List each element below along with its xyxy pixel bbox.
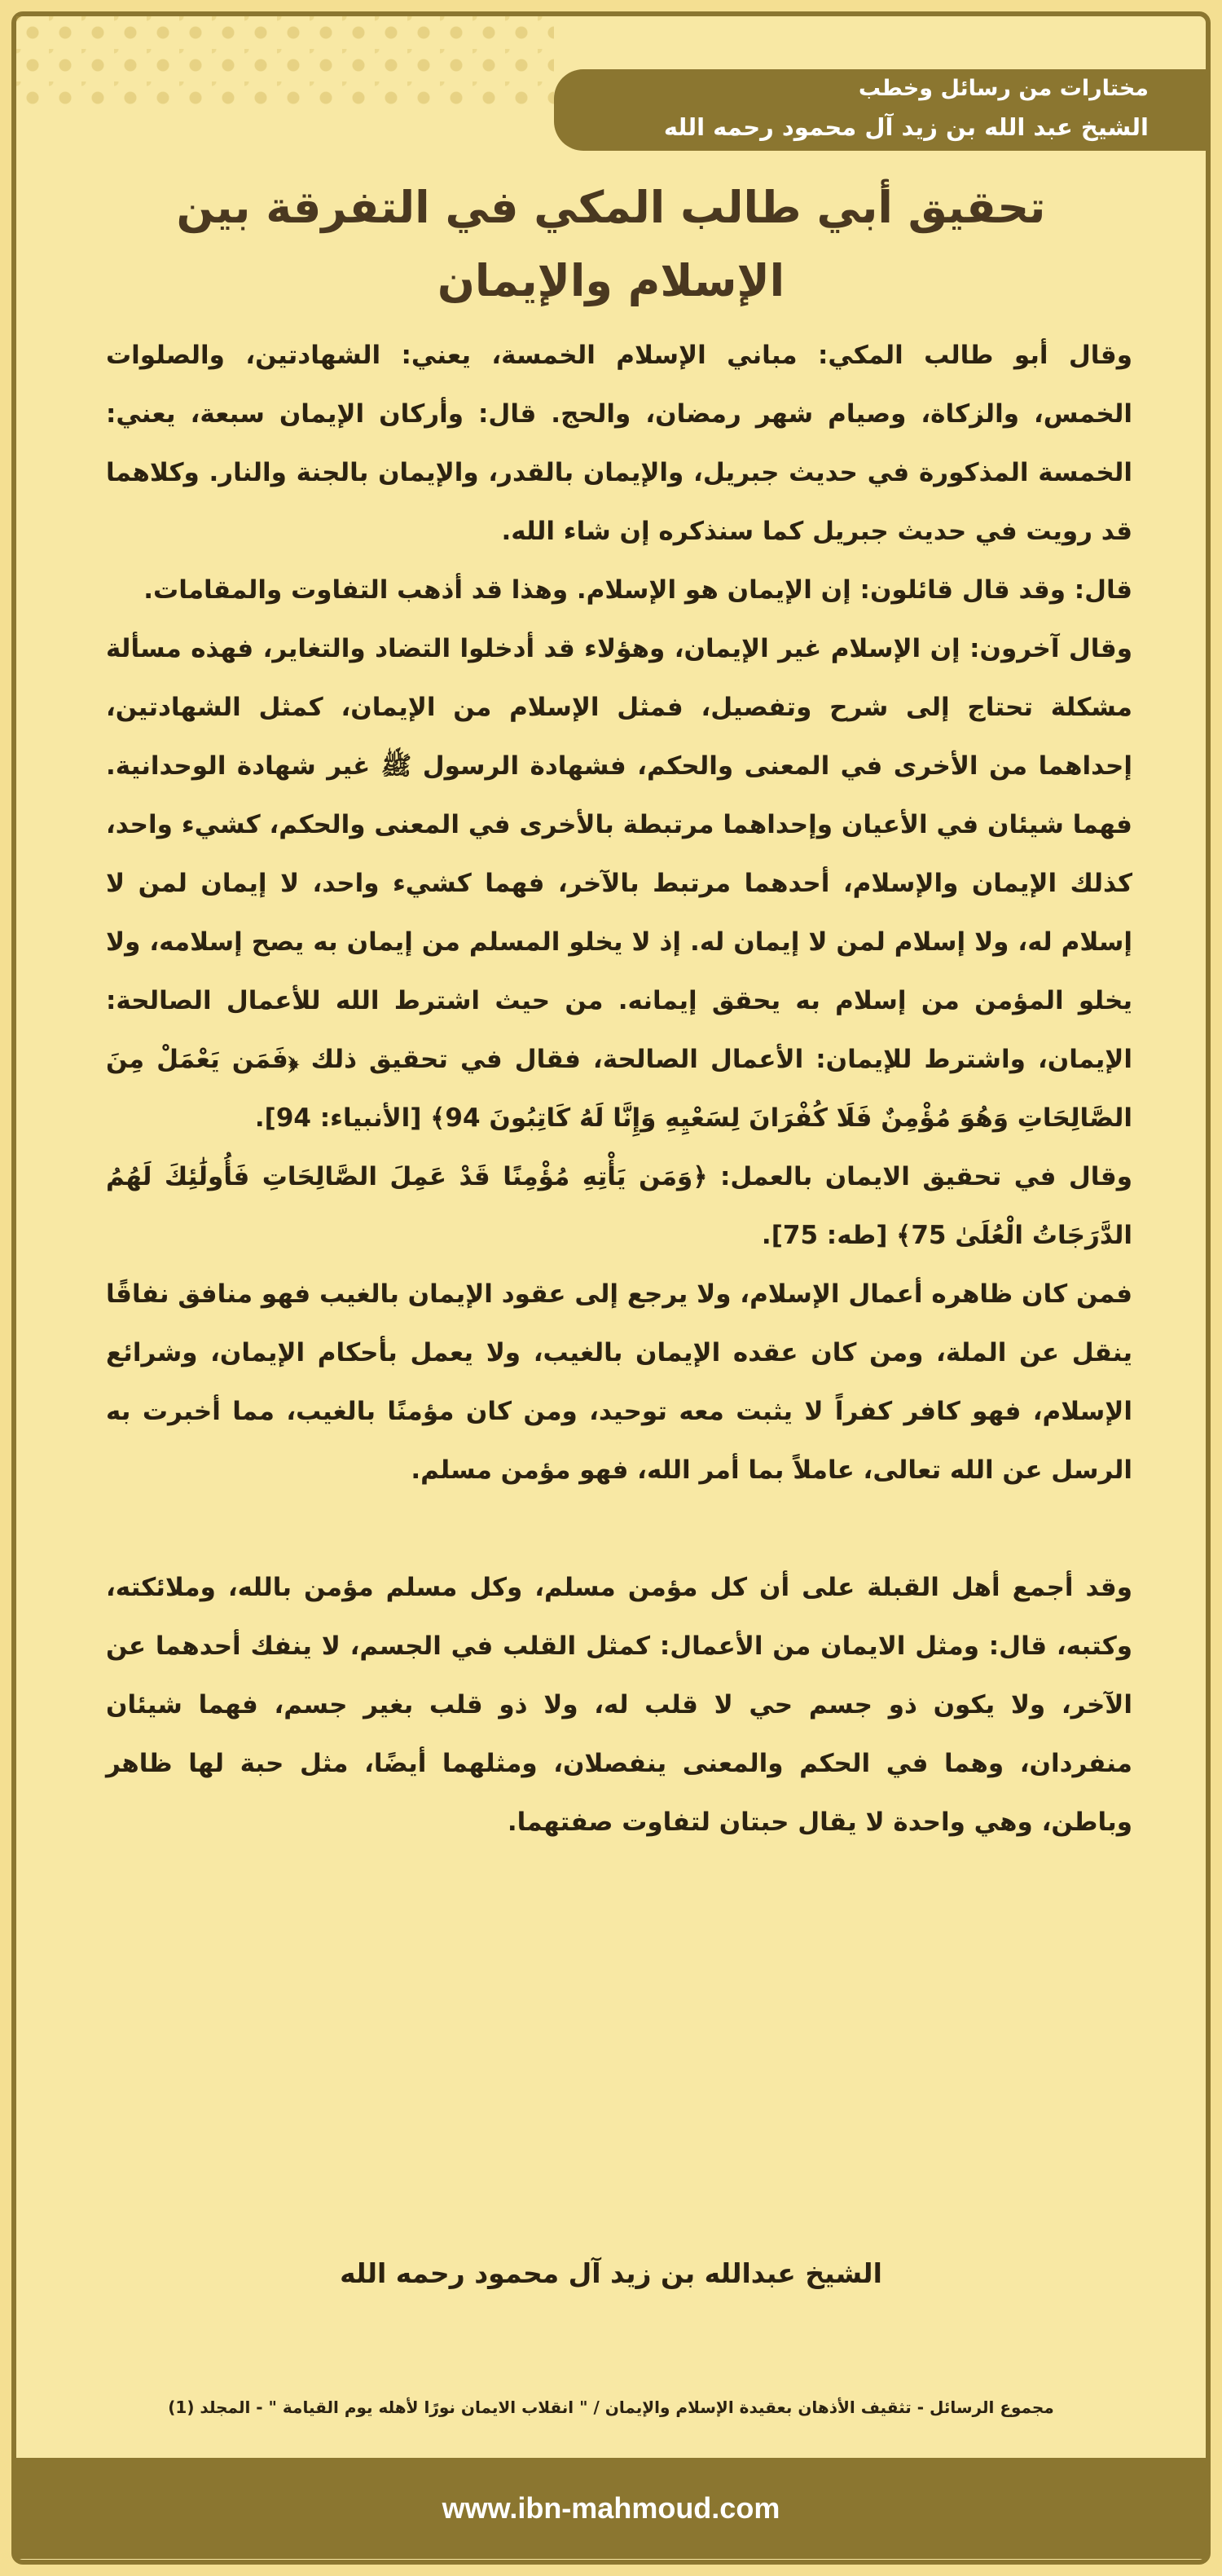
decorative-pattern bbox=[16, 16, 554, 106]
paragraph: وقد أجمع أهل القبلة على أن كل مؤمن مسلم، وكل مسلم مؤمن بالله، وملائكته، وكتبه، قال: ومثل الايمان من الأعمال: كمثل القلب في الجسم، لا ينفك أحدهما عن الآخر، ولا يكون ذو جسم حي لا قلب له، ولا ذو قلب بغير جسم، فهما شيئان منفردان، وهما في الحكم والمعنى ينفصلان، ومثلهما أيضًا، مثل حبة لها ظاهر وباطن، وهي واحدة لا يقال حبتان لتفاوت صفتهما. bbox=[106, 1573, 1132, 1837]
article-title: تحقيق أبي طالب المكي في التفرقة بين الإسلام والإيمان bbox=[176, 182, 1046, 306]
header-line2: الشيخ عبد الله بن زيد آل محمود رحمه الله bbox=[663, 113, 1149, 141]
paragraph: وقال في تحقيق الايمان بالعمل: ﴿وَمَن يَأْتِهِ مُؤْمِنًا قَدْ عَمِلَ الصَّالِحَاتِ فَأُولَٰئِكَ لَهُمُ الدَّرَجَاتُ الْعُلَىٰ 75﴾ [طه: 75]. bbox=[106, 1162, 1132, 1250]
website-link[interactable]: www.ibn-mahmoud.com bbox=[442, 2491, 780, 2525]
header-text bbox=[578, 69, 1149, 148]
paragraph: وقال آخرون: إن الإسلام غير الإيمان، وهؤلاء قد أدخلوا التضاد والتغاير، فهذه مسألة مشكلة تحتاج إلى شرح وتفصيل، فمثل الإسلام من الإيمان، كمثل الشهادتين، إحداهما من الأخرى في المعنى والحكم، فشهادة الرسول ﷺ غير شهادة الوحدانية. فهما شيئان في الأعيان وإحداهما مرتبطة بالأخرى في المعنى والحكم، كشيء واحد، كذلك الإيمان والإسلام، أحدهما مرتبط بالآخر، فهما كشيء واحد، لا إيمان لمن لا إسلام له، ولا إسلام لمن لا إيمان له. إذ لا يخلو المسلم من إيمان به يصح إسلامه، ولا يخلو المؤمن من إسلام به يحقق إيمانه. من حيث اشترط الله للأعمال الصالحة: الإيمان، واشترط للإيمان: الأعمال الصالحة، فقال في تحقيق ذلك ﴿فَمَن يَعْمَلْ مِنَ الصَّالِحَاتِ وَهُوَ مُؤْمِنٌ فَلَا كُفْرَانَ لِسَعْيِهِ وَإِنَّا لَهُ كَاتِبُونَ 94﴾ [الأنبياء: 94]. bbox=[106, 634, 1132, 1133]
paragraph: وقال أبو طالب المكي: مباني الإسلام الخمسة، يعني: الشهادتين، والصلوات الخمس، والزكاة، وصيام شهر رمضان، والحج. قال: وأركان الإيمان سبعة، يعني: الخمسة المذكورة في حديث جبريل، والإيمان بالقدر، والإيمان بالجنة والنار. وكلاهما قد رويت في حديث جبريل كما سنذكره إن شاء الله. bbox=[106, 341, 1132, 546]
paragraph: فمن كان ظاهره أعمال الإسلام، ولا يرجع إلى عقود الإيمان بالغيب فهو منافق نفاقًا ينقل عن الملة، ومن كان عقده الإيمان بالغيب، ولا يعمل بأحكام الإيمان، وشرائع الإسلام، فهو كافر كفراً لا يثبت معه توحيد، ومن كان مؤمنًا بالغيب، مما أخبرت به الرسل عن الله تعالى، عاملاً بما أمر الله، فهو مؤمن مسلم. bbox=[106, 1279, 1132, 1485]
signature: الشيخ عبدالله بن زيد آل محمود رحمه الله bbox=[340, 2257, 882, 2289]
paragraph: قال: وقد قال قائلون: إن الإيمان هو الإسلام. وهذا قد أذهب التفاوت والمقامات. bbox=[143, 575, 1132, 605]
source-reference: مجموع الرسائل - تثقيف الأذهان بعقيدة الإسلام والإيمان / " انقلاب الايمان نورًا لأهله يوم القيامة " - المجلد (1) bbox=[168, 2398, 1054, 2417]
header-line1: مختارات من رسائل وخطب bbox=[858, 76, 1149, 101]
article-body bbox=[106, 326, 1132, 1852]
